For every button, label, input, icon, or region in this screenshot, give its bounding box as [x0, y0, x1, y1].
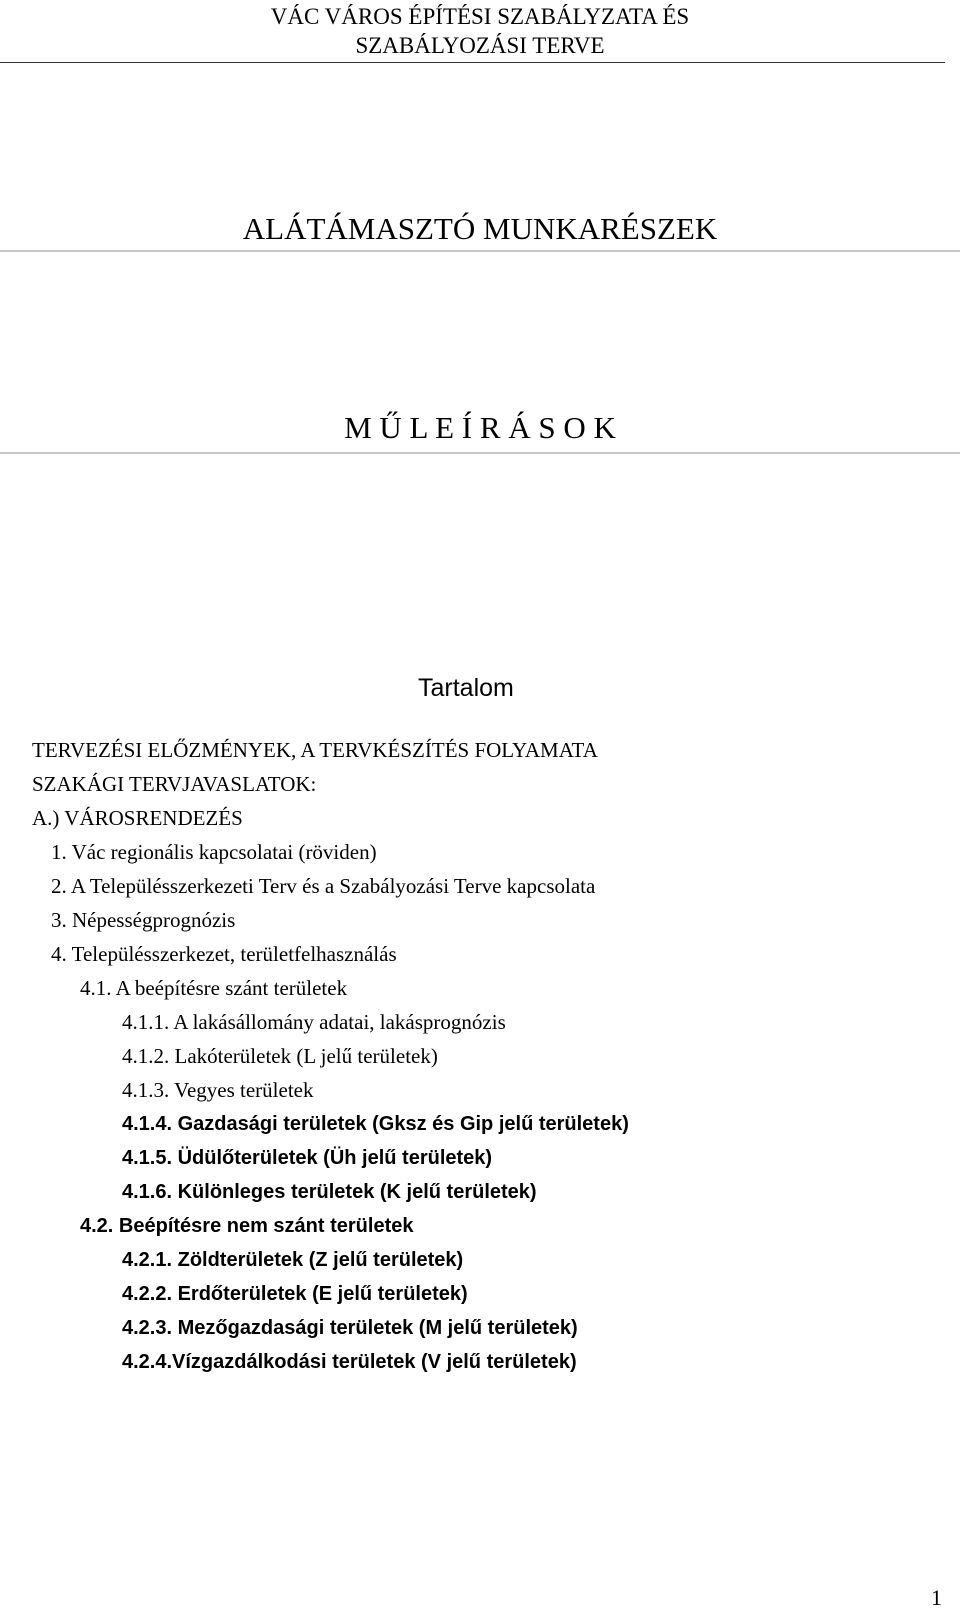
toc-item: 4.1.3. Vegyes területek [122, 1078, 314, 1102]
toc-item: 4. Településszerkezet, területfelhasználás [51, 942, 397, 966]
toc-item: 4.1.1. A lakásállomány adatai, lakásprognózis [122, 1010, 506, 1034]
header-line-1: VÁC VÁROS ÉPÍTÉSI SZABÁLYZATA ÉS [270, 4, 690, 29]
header-divider [0, 62, 945, 63]
main-title: ALÁTÁMASZTÓ MUNKARÉSZEK [242, 211, 718, 246]
header-line-2: SZABÁLYOZÁSI TERVE [355, 33, 605, 58]
toc-item: 4.2. Beépítésre nem szánt területek [80, 1215, 414, 1237]
toc-item: 3. Népességprognózis [51, 908, 236, 932]
toc-item: A.) VÁROSRENDEZÉS [32, 806, 243, 830]
toc-item: 4.1.5. Üdülőterületek (Üh jelű területek) [122, 1147, 493, 1169]
page-number: 1 [931, 1585, 942, 1610]
toc-item: 2. A Településszerkezeti Terv és a Szabályozási Terve kapcsolata [51, 874, 596, 898]
toc-item: 4.1.2. Lakóterületek (L jelű területek) [122, 1044, 438, 1068]
toc-item: SZAKÁGI TERVJAVASLATOK: [32, 772, 317, 796]
sub-title: M Ű L E Í R Á S O K [344, 410, 616, 445]
toc-item: TERVEZÉSI ELŐZMÉNYEK, A TERVKÉSZÍTÉS FOLYAMATA [32, 738, 598, 762]
subtitle-divider [0, 452, 960, 454]
toc-item: 4.2.3. Mezőgazdasági területek (M jelű területek) [122, 1317, 578, 1339]
document-header [0, 2, 960, 60]
toc-item: 4.2.2. Erdőterületek (E jelű területek) [122, 1283, 468, 1305]
toc-item: 4.2.1. Zöldterületek (Z jelű területek) [122, 1249, 464, 1271]
toc-item: 4.2.4.Vízgazdálkodási területek (V jelű területek) [122, 1351, 577, 1373]
toc-heading: Tartalom [418, 674, 514, 702]
toc-item: 1. Vác regionális kapcsolatai (röviden) [51, 840, 377, 864]
title-divider [0, 250, 960, 252]
toc-item: 4.1. A beépítésre szánt területek [80, 976, 348, 1000]
toc-item: 4.1.6. Különleges területek (K jelű területek) [122, 1181, 537, 1203]
toc-item: 4.1.4. Gazdasági területek (Gksz és Gip jelű területek) [122, 1113, 629, 1135]
